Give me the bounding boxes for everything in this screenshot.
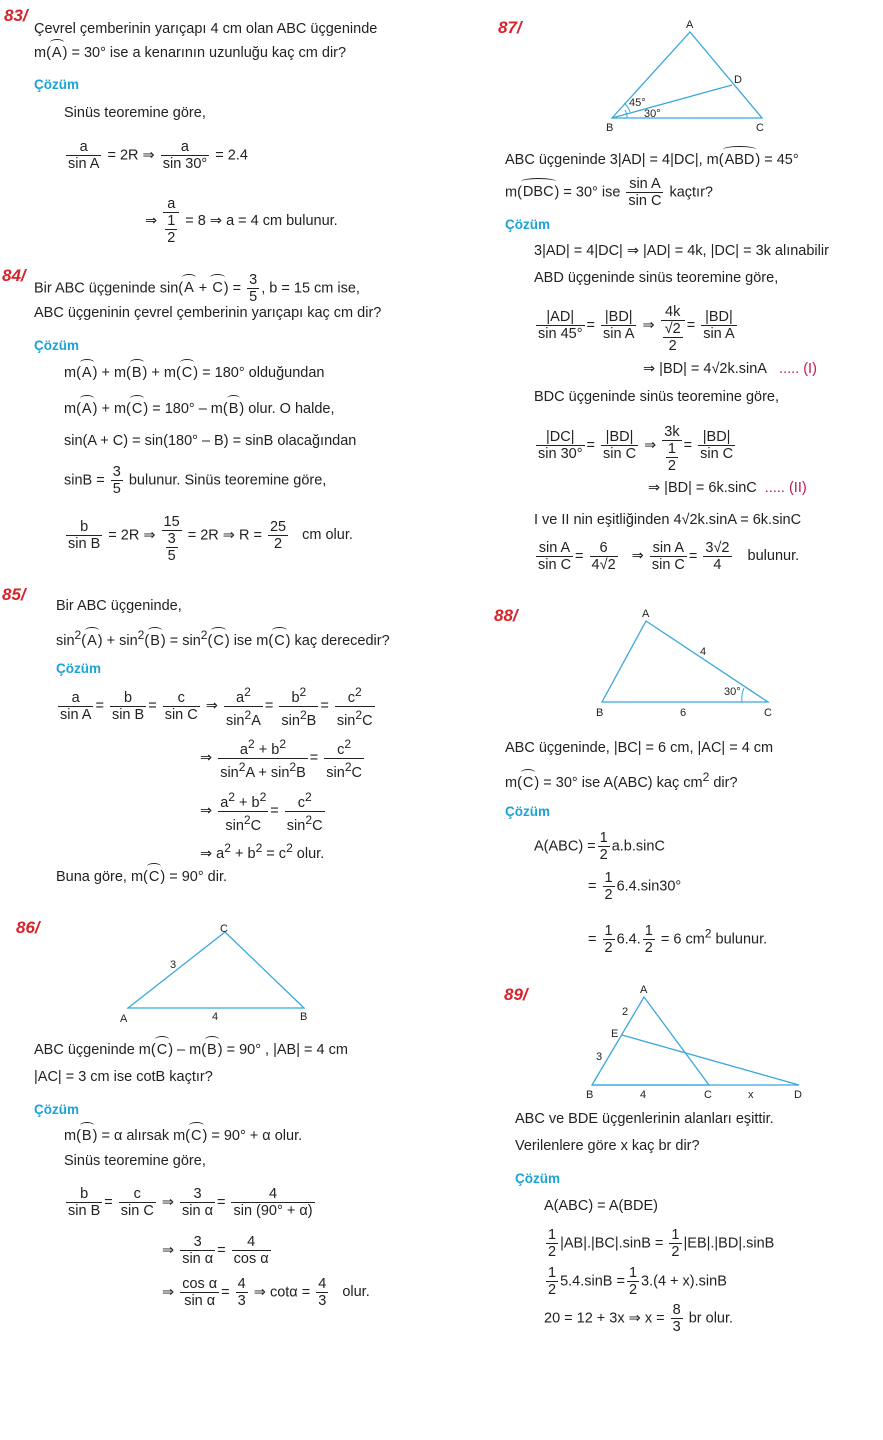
question-83-line1: Çevrel çemberinin yarıçapı 4 cm olan ABC üçgeninde <box>34 21 378 37</box>
solution-87-result2: ⇒ |BD| = 6k.sinC ..... (II) <box>648 480 807 496</box>
question-83-line2: m(A) = 30° ise a kenarının uzunluğu kaç cm dir? <box>34 45 347 61</box>
problem-number-86: 86/ <box>16 918 40 937</box>
solution-86-eq2: ⇒ $\frac{3}{\text{sin α}}$ = $\frac{4}{\text{cos α}}$ <box>162 1234 269 1267</box>
solution-86-eq3: ⇒ $\frac{\text{cos α}}{\text{sin α}}$ = $\frac{4}{3}$ ⇒ cotα = $\frac{4}{3}$ olur. <box>162 1276 370 1309</box>
solution-85-eq3: ⇒ $\frac{a^2 + b^2}{\sin^2C}$ = $\frac{c^2}{\sin^2C}$ <box>200 790 323 834</box>
question-86-line2: |AC| = 3 cm ise cotB kaçtır? <box>34 1069 213 1085</box>
question-88-line2: m(C) = 30° ise A(ABC) kaç $cm^2$ dir? <box>505 770 738 791</box>
vertex-a-label: A <box>640 984 648 996</box>
question-86-line1: ABC üçgeninde m(C) – m(B) = 90° , |AB| = 4 cm <box>34 1042 348 1058</box>
solution-87-line1: 3|AD| = 4|DC| ⇒ |AD| = 4k, |DC| = 3k alınabilir <box>534 243 829 259</box>
solution-89-line4: 20 = 12 + 3x ⇒ x = $\frac{8}{3}$ br olur. <box>544 1302 734 1335</box>
vertex-d-label: D <box>794 1089 802 1101</box>
solution-86-line2: Sinüs teoremine göre, <box>64 1153 206 1169</box>
solution-87-eq3: $\frac{\text{sin A}}{\text{sin C}}$ = $\frac{6}{4√2}$ ⇒ $\frac{\text{sin A}}{\text{sin C}}$ = $\frac{3√2}{4}$ bulunur. <box>538 540 800 573</box>
solution-83-line1: Sinüs teoremine göre, <box>64 105 206 121</box>
vertex-d-label: D <box>734 74 742 86</box>
question-85-line1: Bir ABC üçgeninde, <box>56 598 182 614</box>
solution-84-line3: sin(A + C) = sin(180° – B) = sinB olacağından <box>64 433 357 449</box>
vertex-c-label: C <box>764 707 772 719</box>
side-ae-label: 2 <box>622 1006 629 1018</box>
side-bc-label: 4 <box>640 1089 647 1101</box>
side-eb-label: 3 <box>596 1051 603 1063</box>
vertex-e-label: E <box>611 1028 619 1040</box>
question-84-line1: Bir ABC üçgeninde sin(A + C) = $\frac{3}{5}$ , b = 15 cm ise, <box>34 272 360 305</box>
solution-87-eq1: $\frac{|AD|}{\sin 45^\circ}$ = $\frac{|BD|}{\text{sin A}}$ ⇒ $\frac{4k}{\frac{√2}{2}}$ = $\frac{|BD|}{\text{sin A}}$ <box>538 304 735 354</box>
vertex-b-label: B <box>596 707 604 719</box>
vertex-b-label: B <box>300 1011 308 1023</box>
side-ab-label: 4 <box>212 1011 219 1023</box>
solution-label-86: Çözüm <box>34 1102 79 1117</box>
solution-83-eq2: ⇒ $\frac{a}{\frac{1}{2}}$ = 8 ⇒ a = 4 cm bulunur. <box>145 196 338 246</box>
vertex-b-label: B <box>586 1089 594 1101</box>
problem-number-83: 83/ <box>4 6 28 25</box>
solution-label-84: Çözüm <box>34 338 79 353</box>
solution-87-line3: BDC üçgeninde sinüs teoremine göre, <box>534 389 780 405</box>
solution-label-89: Çözüm <box>515 1171 560 1186</box>
question-87-line2: m(DBC) = 30° ise $\frac{\text{sin A}}{\text{sin C}}$ kaçtır? <box>505 176 713 209</box>
solution-87-eq2: $\frac{|DC|}{\sin 30^\circ}$ = $\frac{|BD|}{\text{sin C}}$ ⇒ $\frac{3k}{\frac{1}{2}}$ = $\frac{|BD|}{\text{sin C}}$ <box>538 424 734 474</box>
solution-label-85: Çözüm <box>56 661 101 676</box>
solution-89-line1: A(ABC) = A(BDE) <box>544 1198 659 1214</box>
solution-85-line5: Buna göre, m(C) = 90° dir. <box>56 869 228 885</box>
side-cd-label: x <box>748 1089 754 1101</box>
side-ac-label: 3 <box>170 959 177 971</box>
triangle-figure-86 <box>118 920 318 1030</box>
vertex-c-label: C <box>220 923 228 935</box>
angle-45-label: 45° <box>629 97 646 109</box>
solution-83-eq1: $\frac{a}{\text{sin A}}$ = 2R ⇒ $\frac{a}{\sin 30^\circ}$ = 2.4 <box>68 139 248 172</box>
angle-30-label: 30° <box>644 108 661 120</box>
solution-85-eq2: ⇒ $\frac{a^2 + b^2}{\sin^2A + \sin^2B}$ = $\frac{c^2}{\sin^2C}$ <box>200 737 363 781</box>
question-89-line2: Verilenlere göre x kaç br dir? <box>515 1138 700 1154</box>
triangle-figure-89 <box>584 982 809 1102</box>
vertex-a-label: A <box>120 1013 128 1025</box>
solution-86-eq1: $\frac{b}{\text{sin B}}$ = $\frac{c}{\text{sin C}}$ ⇒ $\frac{3}{\text{sin α}}$ = $\frac{4}{\sin (90^\circ + \alpha)}$ <box>68 1186 313 1219</box>
side-bc-label: 6 <box>680 707 687 719</box>
solution-88-line1: A(ABC) = $\frac{1}{2}$ a.b.sinC <box>534 830 665 863</box>
problem-number-85: 85/ <box>2 585 26 604</box>
vertex-b-label: B <box>606 122 614 134</box>
question-87-line1: ABC üçgeninde 3|AD| = 4|DC|, m(ABD) = 45° <box>505 152 799 168</box>
solution-label-88: Çözüm <box>505 804 550 819</box>
solution-87-result1: ⇒ |BD| = 4√2k.sinA ..... (I) <box>643 361 817 377</box>
solution-85-eq1: $\frac{a}{\text{sin A}}$ = $\frac{b}{\text{sin B}}$ = $\frac{c}{\text{sin C}}$ ⇒ $\frac{a^2}{\sin^2A}$ = $\frac{b^2}{\sin^2B}$ = $\frac{c^2}{\sin^2C}$ <box>60 685 373 729</box>
problem-number-87: 87/ <box>498 18 522 37</box>
solution-88-line2: = $\frac{1}{2}$ 6.4.sin30° <box>588 870 682 903</box>
question-85-line2: $\sin^2(A) + \sin^2(B) = \sin^2(C)$ ise m(C) kaç derecedir? <box>56 628 390 649</box>
solution-88-line3: = $\frac{1}{2}$ 6.4. $\frac{1}{2}$ = 6 $cm^2$ bulunur. <box>588 923 768 956</box>
solution-87-line2: ABD üçgeninde sinüs teoremine göre, <box>534 270 779 286</box>
vertex-a-label: A <box>642 608 650 620</box>
vertex-a-label: A <box>686 19 694 31</box>
triangle-figure-88 <box>592 606 782 721</box>
solution-87-line4: I ve II nin eşitliğinden 4√2k.sinA = 6k.sinC <box>534 512 802 528</box>
problem-number-84: 84/ <box>2 266 26 285</box>
question-88-line1: ABC üçgeninde, |BC| = 6 cm, |AC| = 4 cm <box>505 740 774 756</box>
solution-84-line2: m(A) + m(C) = 180° – m(B) olur. O halde, <box>64 401 335 417</box>
solution-89-line2: $\frac{1}{2}$ |AB|.|BC|.sinB = $\frac{1}{2}$ |EB|.|BD|.sinB <box>548 1227 775 1260</box>
vertex-c-label: C <box>704 1089 712 1101</box>
triangle-figure-87 <box>602 15 777 137</box>
vertex-c-label: C <box>756 122 764 134</box>
solution-84-line1: m(A) + m(B) + m(C) = 180° olduğundan <box>64 365 325 381</box>
solution-label-87: Çözüm <box>505 217 550 232</box>
solution-89-line3: $\frac{1}{2}$ 5.4.sinB = $\frac{1}{2}$ 3.(4 + x).sinB <box>548 1265 727 1298</box>
side-ac-label: 4 <box>700 646 707 658</box>
question-84-line2: ABC üçgeninin çevrel çemberinin yarıçapı kaç cm dir? <box>34 305 382 321</box>
question-89-line1: ABC ve BDE üçgenlerinin alanları eşittir. <box>515 1111 774 1127</box>
solution-85-line4: ⇒ $a^2 + b^2 = c^2$ olur. <box>200 841 325 862</box>
problem-number-88: 88/ <box>494 606 518 625</box>
solution-86-line1: m(B) = α alırsak m(C) = 90° + α olur. <box>64 1128 303 1144</box>
problem-number-89: 89/ <box>504 985 528 1004</box>
solution-84-line4: sinB = $\frac{3}{5}$ bulunur. Sinüs teoremine göre, <box>64 464 327 497</box>
angle-30-label: 30° <box>724 686 741 698</box>
solution-84-eq: $\frac{b}{\text{sin B}}$ = 2R ⇒ $\frac{15}{\frac{3}{5}}$ = 2R ⇒ R = $\frac{25}{2}$ cm olur. <box>68 514 353 564</box>
solution-label-83: Çözüm <box>34 77 79 92</box>
